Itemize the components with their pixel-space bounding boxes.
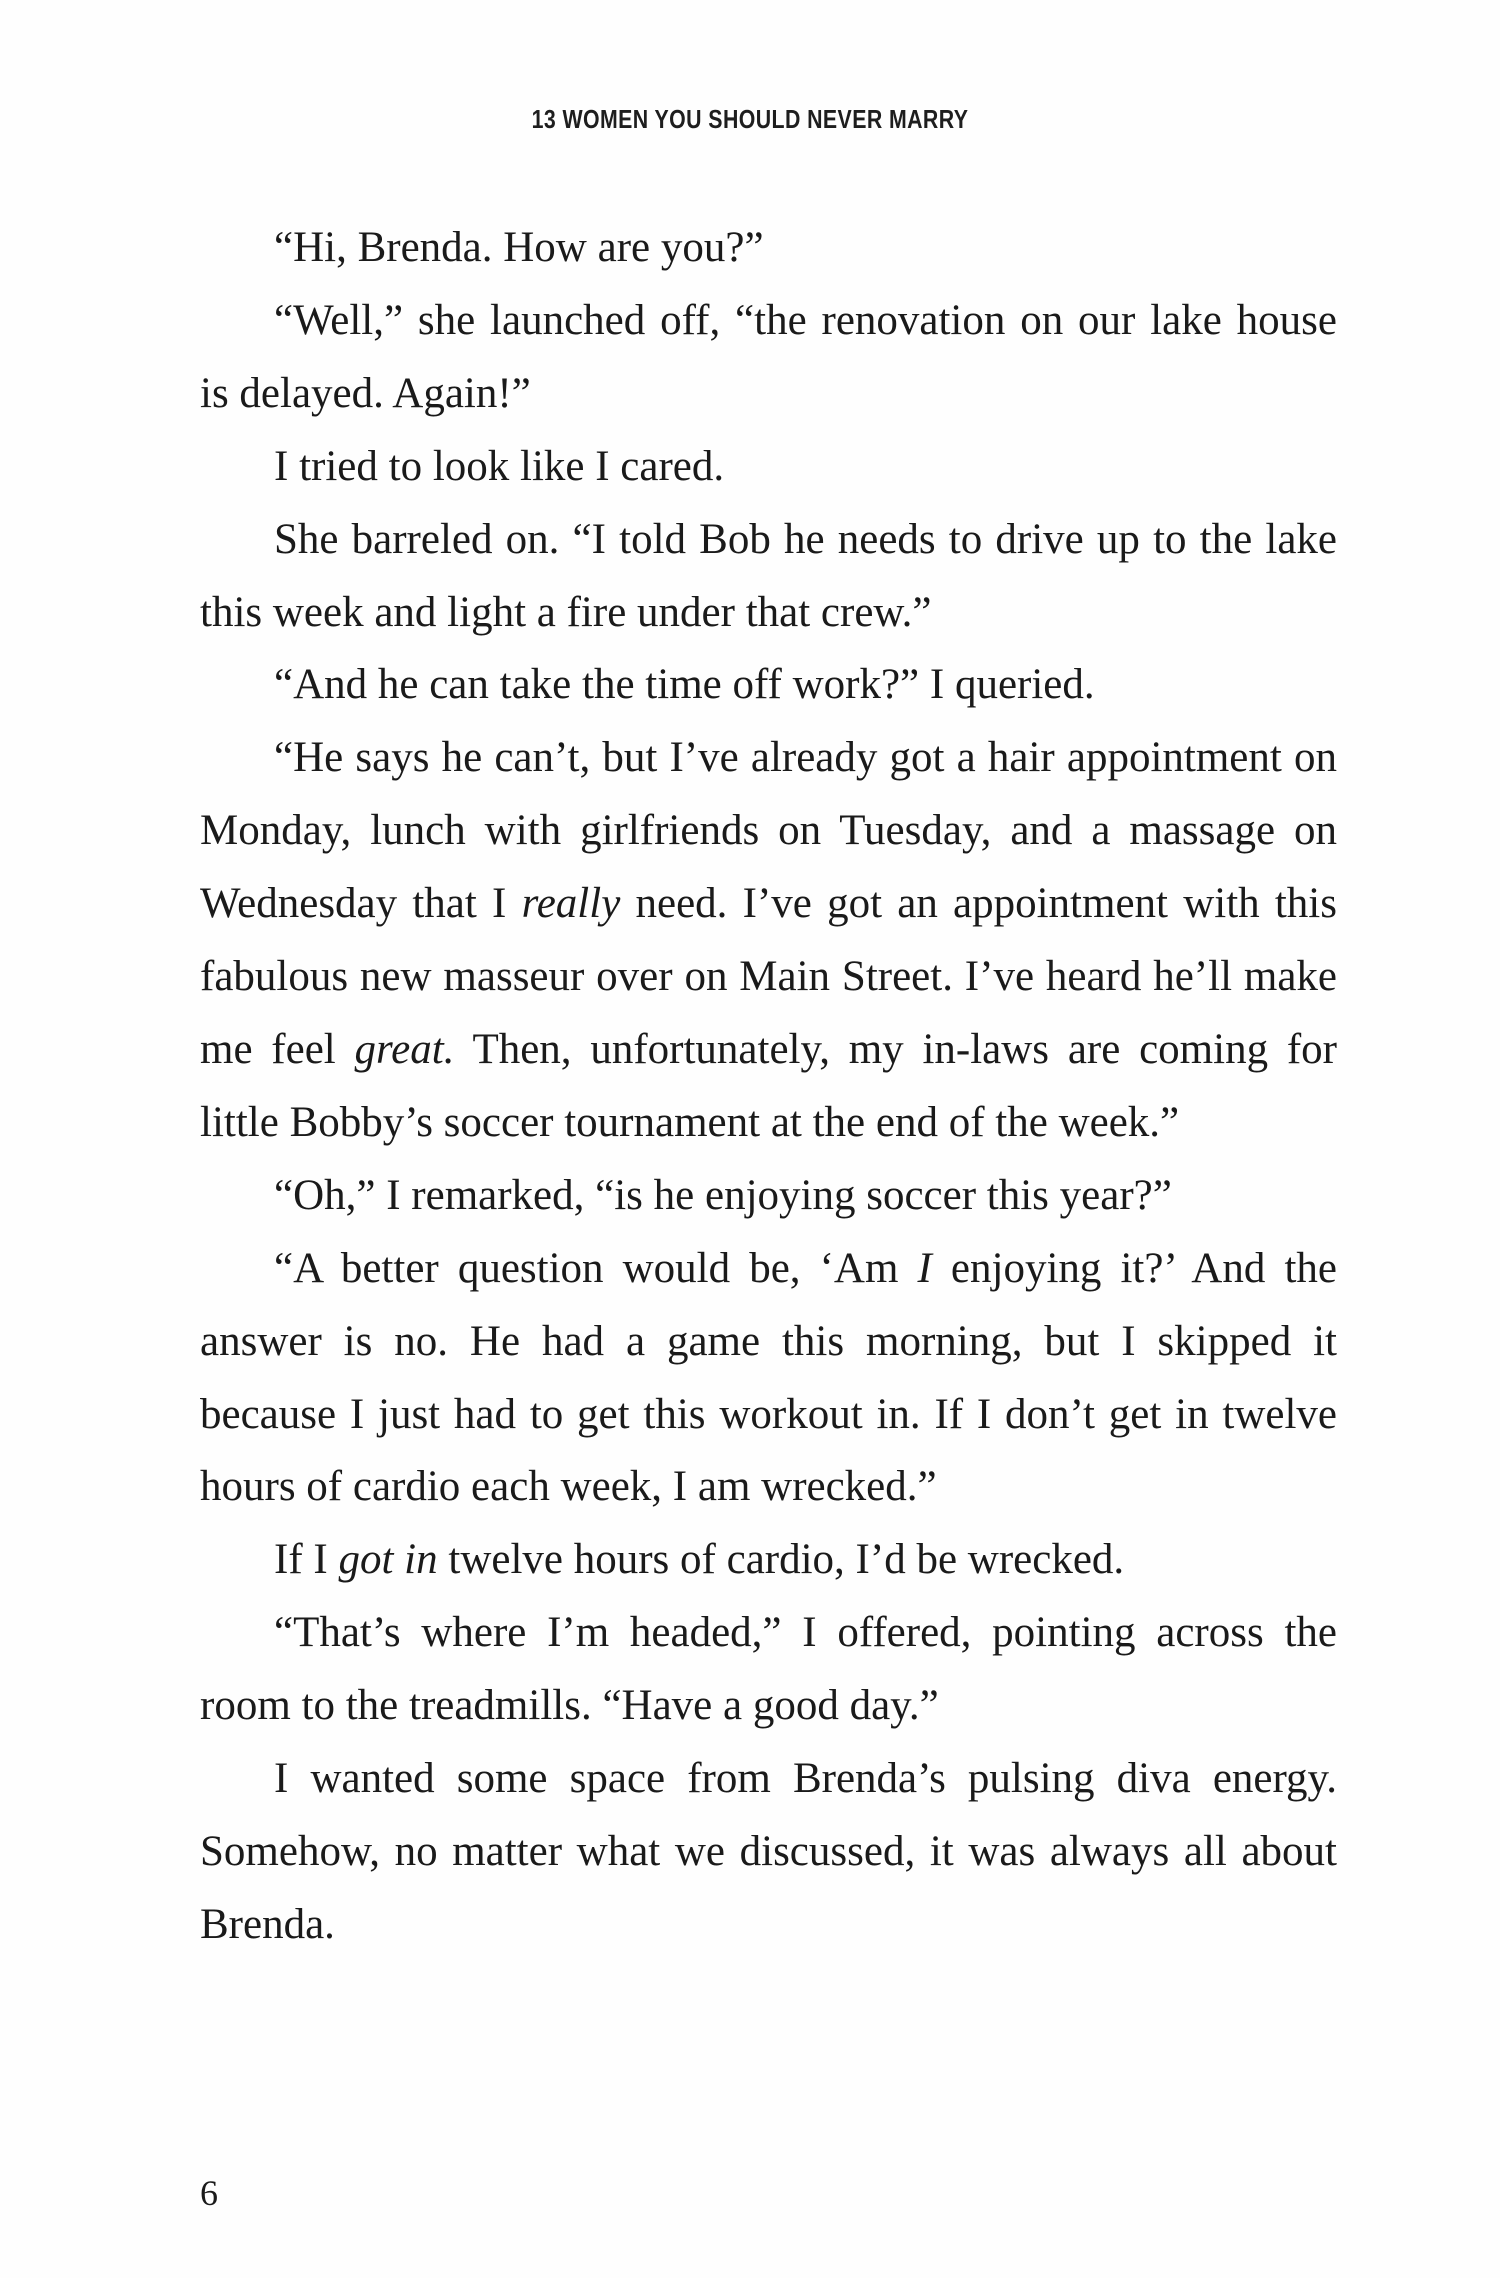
text-segment: “Well,” she launched off, “the renovation on our lake house is delayed. Again!”	[200, 296, 1337, 417]
body-text	[200, 212, 1337, 1962]
text-segment: “Hi, Brenda. How are you?”	[274, 224, 764, 271]
paragraph	[200, 212, 1337, 285]
paragraph	[200, 1233, 1337, 1525]
paragraph	[200, 1524, 1337, 1597]
text-segment: “Oh,” I remarked, “is he enjoying soccer this year?”	[274, 1171, 1172, 1219]
text-segment: I wanted some space from Brenda’s pulsing diva energy. Somehow, no matter what we discussed, it was always all about Brenda.	[200, 1755, 1337, 1948]
paragraph	[200, 1743, 1337, 1962]
paragraph	[200, 431, 1337, 504]
paragraph	[200, 285, 1337, 431]
running-head: 13 WOMEN YOU SHOULD NEVER MARRY	[531, 104, 969, 134]
text-segment: “And he can take the time off work?” I queried.	[274, 661, 1095, 709]
text-segment: “He says he can’t, but I’ve already got a hair appointment on Monday, lunch with girlfriends on Tuesday, and a massage on Wednesday that I	[200, 734, 1337, 928]
text-segment: If I	[274, 1536, 339, 1584]
text-segment: I tried to look like I cared.	[274, 442, 725, 490]
paragraph	[200, 504, 1337, 650]
text-segment: She barreled on. “I told Bob he needs to drive up to the lake this week and light a fire under that crew.”	[200, 515, 1337, 636]
page-number: 6	[200, 2173, 218, 2213]
text-segment: Then, unfortunately, my in-laws are coming for little Bobby’s soccer tournament at the end of the week.”	[200, 1025, 1337, 1146]
paragraph	[200, 1597, 1337, 1743]
text-segment: “A better question would be, ‘Am	[274, 1244, 918, 1292]
paragraph	[200, 722, 1337, 1159]
text-segment: “That’s where I’m headed,” I offered, pointing across the room to the treadmills. “Have a good day.”	[200, 1609, 1337, 1730]
italic-text-segment: really	[521, 880, 621, 928]
italic-text-segment: I	[917, 1244, 932, 1292]
text-segment: need. I’ve got an appointment with this fabulous new masseur over on Main Street. I’ve heard he’ll make me feel	[200, 880, 1337, 1073]
text-segment: twelve hours of cardio, I’d be wrecked.	[437, 1536, 1125, 1584]
italic-text-segment: got in	[338, 1536, 438, 1584]
paragraph	[200, 1160, 1337, 1233]
italic-text-segment: great.	[354, 1025, 455, 1073]
text-segment: enjoying it?’ And the answer is no. He had a game this morning, but I skipped it because I just had to get this workout in. If I don’t get in twelve hours of cardio each week, I am wrecked.”	[200, 1244, 1337, 1511]
paragraph	[200, 649, 1337, 722]
